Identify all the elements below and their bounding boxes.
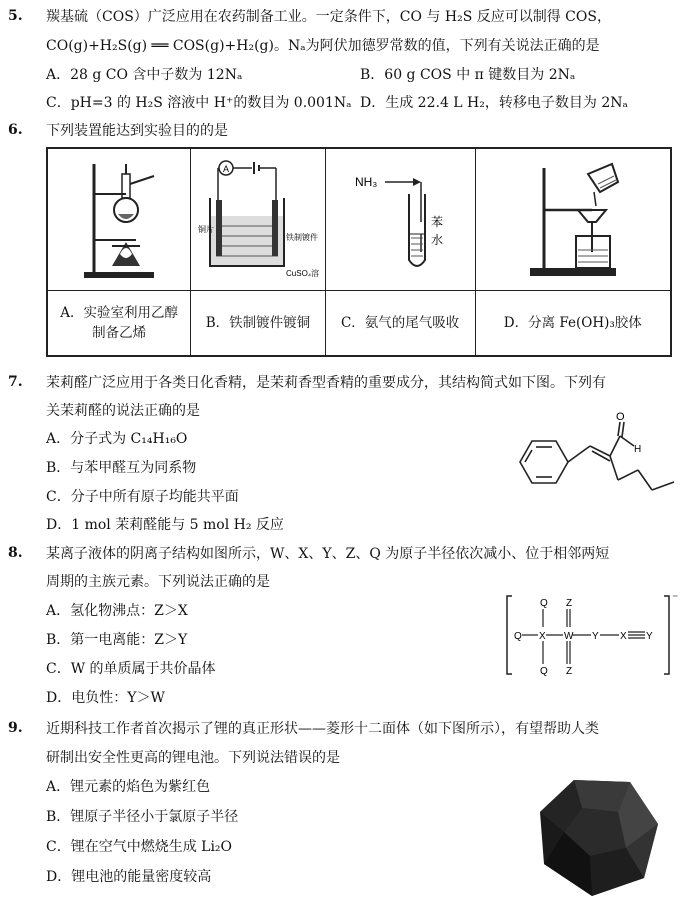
q7-option-b[interactable]: B．与苯甲醛互为同系物 [46, 460, 197, 476]
apparatus-b-caption[interactable]: B．铁制镀件镀铜 [191, 290, 325, 356]
ammonia-absorption-diagram [335, 154, 465, 284]
q8-option-d[interactable]: D．电负性：Y＞W [46, 690, 165, 706]
q5-option-d[interactable]: D．生成 22.4 L H₂，转移电子数目为 2Nₐ [360, 95, 628, 111]
q5-number: 5. [8, 8, 23, 24]
apparatus-a-caption-line2: 制备乙烯 [92, 324, 147, 341]
q9-number: 9. [8, 720, 23, 736]
atom-z-bottom: Z [566, 666, 573, 677]
atom-q-left: Q [514, 631, 522, 642]
apparatus-a-caption[interactable] [47, 290, 191, 356]
q8-number: 8. [8, 545, 23, 561]
q8-option-b[interactable]: B．第一电离能：Z＞Y [46, 632, 188, 648]
nh3-label: NH₃ [355, 175, 378, 190]
q7-stem-line2: 关茉莉醛的说法正确的是 [46, 403, 200, 419]
q5-stem-line1: 羰基硫（COS）广泛应用在农药制备工业。一定条件下，CO 与 H₂S 反应可以制得 COS， [46, 9, 611, 25]
apparatus-table [46, 147, 672, 357]
q9-stem-line2: 研制出安全性更高的锂电池。下列说法错误的是 [46, 750, 340, 766]
apparatus-c-figure [325, 148, 475, 290]
q7-option-c[interactable]: C．分子中所有原子均能共平面 [46, 489, 239, 505]
q9-option-c[interactable]: C．锂在空气中燃烧生成 Li₂O [46, 839, 233, 855]
atom-x-terminal: X [620, 631, 627, 642]
benzene-label: 苯 [431, 215, 444, 230]
anion-structure [504, 592, 680, 678]
jasmine-aldehyde-structure [510, 410, 680, 510]
apparatus-d-caption[interactable]: D．分离 Fe(OH)₃胶体 [475, 290, 671, 356]
atom-z-top: Z [566, 598, 573, 609]
copper-plate-label: 铜片 [197, 225, 214, 235]
apparatus-d-figure [475, 148, 671, 290]
q7-option-d[interactable]: D．1 mol 茉莉醛能与 5 mol H₂ 反应 [46, 517, 284, 533]
q8-stem-line2: 周期的主族元素。下列说法正确的是 [46, 574, 270, 590]
q9-option-b[interactable]: B．锂原子半径小于氯原子半径 [46, 809, 239, 825]
apparatus-a-caption-line1: A．实验室利用乙醇 [60, 304, 178, 321]
q7-stem-line1: 茉莉醛广泛应用于各类日化香精，是茉莉香型香精的重要成分，其结构简式如下图。下列有 [46, 375, 606, 391]
atom-w-center: W [564, 631, 574, 642]
plated-item-label: 铁制镀件 [285, 233, 318, 243]
atom-x-center: X [539, 631, 546, 642]
apparatus-a-figure [47, 148, 191, 290]
apparatus-c-caption[interactable]: C．氨气的尾气吸收 [325, 290, 475, 356]
q5-option-b[interactable]: B．60 g COS 中 π 键数目为 2Nₐ [360, 67, 576, 83]
atom-q-bottom: Q [540, 666, 548, 677]
water-label: 水 [431, 233, 444, 248]
rhombic-dodecahedron-image [534, 772, 664, 902]
aldehyde-oxygen-label: O [616, 411, 625, 423]
q6-number: 6. [8, 122, 23, 138]
q9-option-d[interactable]: D．锂电池的能量密度较高 [46, 869, 212, 885]
q5-option-c[interactable]: C．pH=3 的 H₂S 溶液中 H⁺的数目为 0.001Nₐ [46, 95, 352, 111]
q8-option-c[interactable]: C．W 的单质属于共价晶体 [46, 661, 216, 677]
apparatus-b-figure [191, 148, 325, 290]
anion-charge: ⁻ [672, 592, 679, 605]
q7-number: 7. [8, 374, 23, 390]
q5-option-a[interactable]: A．28 g CO 含中子数为 12Nₐ [46, 67, 243, 83]
q9-stem-line1: 近期科技工作者首次揭示了锂的真正形状——菱形十二面体（如下图所示），有望帮助人类 [46, 721, 599, 737]
q5-stem-line2: CO(g)+H₂S(g) ══ COS(g)+H₂(g)。Nₐ为阿伏加德罗常数的值，下列有关说法正确的是 [46, 38, 600, 54]
aldehyde-hydrogen-label: H [634, 444, 642, 455]
atom-y-terminal: Y [646, 631, 653, 642]
q6-stem: 下列装置能达到实验目的的是 [46, 123, 228, 139]
q8-option-a[interactable]: A．氢化物沸点：Z＞X [46, 603, 188, 619]
ethylene-apparatus-diagram [64, 154, 174, 284]
electroplating-diagram [196, 154, 320, 284]
q8-stem-line1: 某离子液体的阴离子结构如图所示，W、X、Y、Z、Q 为原子半径依次减小、位于相邻两短 [46, 546, 610, 562]
q7-option-a[interactable]: A．分子式为 C₁₄H₁₆O [46, 431, 188, 447]
q9-option-a[interactable]: A．锂元素的焰色为紫红色 [46, 779, 211, 795]
atom-q-top: Q [540, 598, 548, 609]
atom-y-chain: Y [592, 631, 599, 642]
filtration-diagram [508, 154, 638, 284]
cuso4-label: CuSO₄溶 [285, 269, 319, 279]
ammeter-label: A [222, 164, 229, 175]
